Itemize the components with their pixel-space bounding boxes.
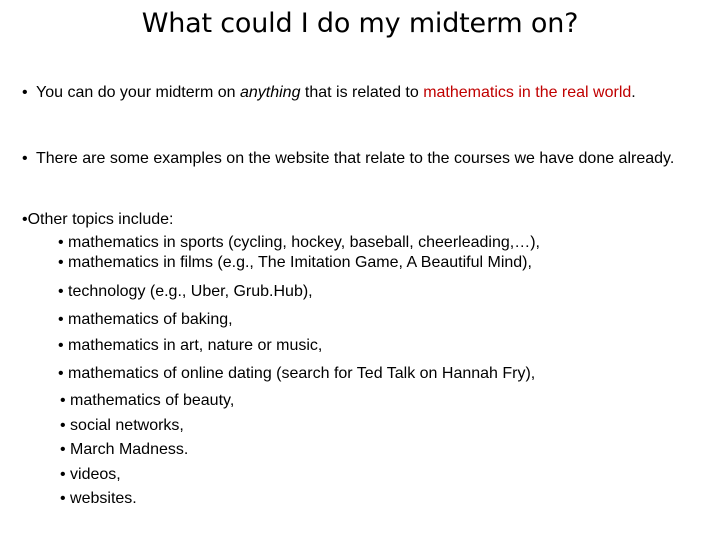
list-item: • videos,: [60, 466, 121, 483]
list-item: • mathematics in art, nature or music,: [58, 337, 323, 354]
bullet-text-mid: that is related to: [300, 84, 424, 101]
list-item: • March Madness.: [60, 441, 189, 458]
bullet-dot: •: [22, 150, 28, 167]
bullet-text-pre: You can do your midterm on: [36, 84, 240, 101]
list-item: • mathematics of online dating (search for Ted Talk on Hannah Fry),: [58, 365, 536, 382]
list-item: • mathematics in films (e.g., The Imitation Game, A Beautiful Mind),: [58, 254, 532, 271]
bullet-anything: [22, 82, 682, 104]
highlight-real-world: mathematics in the real world: [423, 84, 632, 101]
bullet-text: [36, 82, 682, 104]
bullet-dot: •: [22, 84, 28, 101]
list-item: • websites.: [60, 490, 137, 507]
list-item: • mathematics in sports (cycling, hockey, baseball, cheerleading,…),: [58, 234, 540, 251]
list-item: • technology (e.g., Uber, Grub.Hub),: [58, 283, 313, 300]
bullet-text-post: .: [631, 84, 636, 101]
bullet-website-examples: [22, 148, 682, 170]
bullet-text: There are some examples on the website that relate to the courses we have done already.: [36, 150, 675, 167]
other-topics-heading: •Other topics include:: [22, 211, 174, 228]
list-item: • mathematics of beauty,: [60, 392, 235, 409]
slide-title: What could I do my midterm on?: [141, 8, 579, 39]
emphasis-anything: anything: [239, 84, 301, 101]
list-item: • social networks,: [60, 417, 184, 434]
list-item: • mathematics of baking,: [58, 311, 233, 328]
